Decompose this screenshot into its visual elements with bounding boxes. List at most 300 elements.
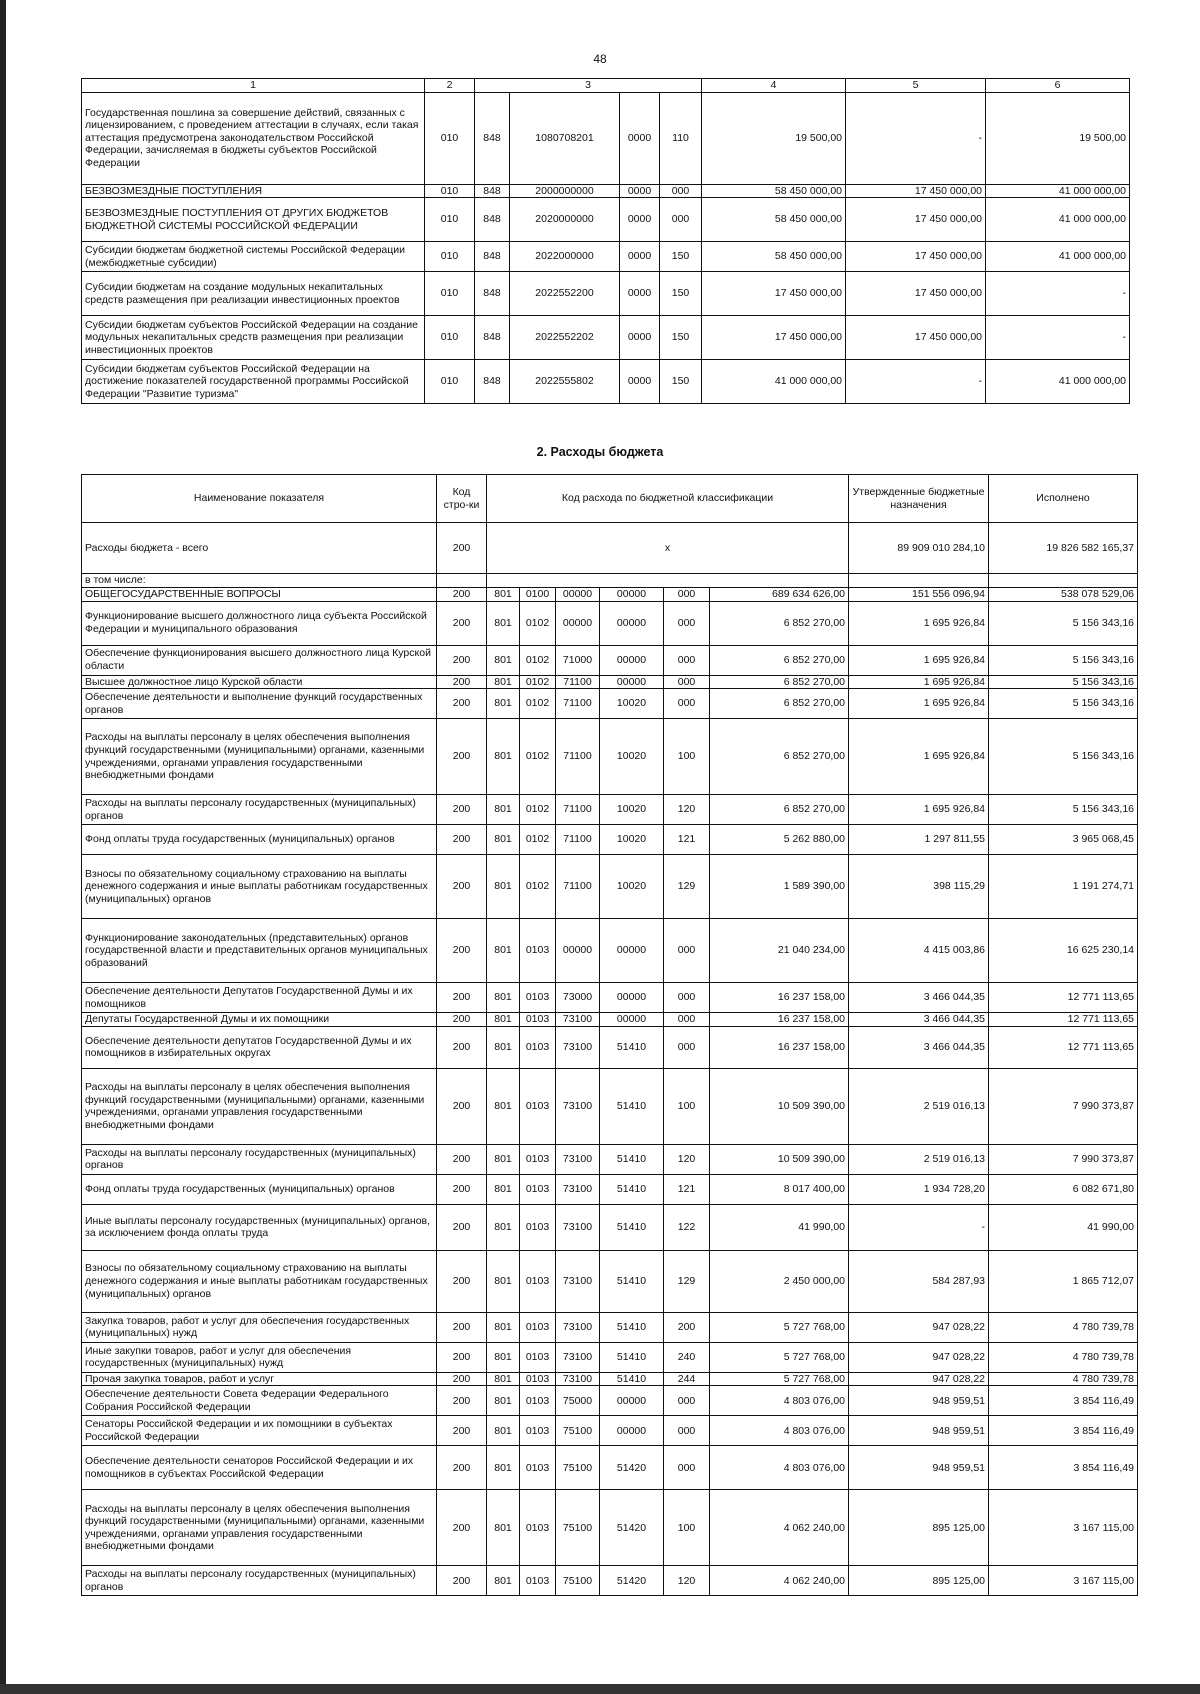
program-code-cell: 00000: [556, 601, 600, 645]
indicator-name-cell: Закупка товаров, работ и услуг для обеспечения государственных (муниципальных) нужд: [82, 1312, 437, 1342]
kosgu-code-cell: 000: [660, 198, 702, 242]
executed-amount-cell: 1 297 811,55: [849, 825, 989, 855]
admin-code-cell: 801: [487, 1144, 520, 1174]
section-code-cell: 0103: [520, 1204, 556, 1250]
table-row: [82, 1068, 1138, 1144]
income-code-cell: 2022552202: [510, 316, 620, 360]
program-code-cell: 73100: [556, 1342, 600, 1372]
section-code-cell: 0102: [520, 855, 556, 919]
revenue-table: [81, 78, 1130, 404]
program-code-cell: 73100: [556, 1174, 600, 1204]
expense-type-code-cell: 129: [664, 855, 710, 919]
approved-amount-cell: 6 852 270,00: [710, 689, 849, 719]
direction-code-cell: 10020: [600, 855, 664, 919]
line-code-cell: 200: [437, 1013, 487, 1027]
admin-code-cell: 801: [487, 1416, 520, 1446]
direction-code-cell: 51410: [600, 1068, 664, 1144]
program-code-cell: 73100: [556, 1204, 600, 1250]
line-code-cell: 200: [437, 675, 487, 689]
line-code-cell: 010: [425, 198, 475, 242]
table-row: [82, 92, 1130, 184]
direction-code-cell: 51410: [600, 1204, 664, 1250]
expense-type-code-cell: 122: [664, 1204, 710, 1250]
indicator-name-cell: Обеспечение деятельности Совета Федерации Федерального Собрания Российской Федерации: [82, 1386, 437, 1416]
page-number: 48: [593, 52, 607, 66]
unexecuted-amount-cell: 4 780 739,78: [989, 1312, 1138, 1342]
unexecuted-amount-cell: 3 854 116,49: [989, 1386, 1138, 1416]
executed-amount-cell: 895 125,00: [849, 1490, 989, 1566]
approved-amount-cell: 17 450 000,00: [702, 272, 846, 316]
line-code-cell: 200: [437, 1372, 487, 1386]
admin-code-cell: 801: [487, 1174, 520, 1204]
section-code-cell: 0103: [520, 1372, 556, 1386]
approved-amount-cell: 4 803 076,00: [710, 1386, 849, 1416]
approved-amount-cell: 4 803 076,00: [710, 1416, 849, 1446]
approved-amount-cell: 6 852 270,00: [710, 675, 849, 689]
table-row: [82, 825, 1138, 855]
classification-code-cell: x: [487, 523, 849, 574]
table-row: [82, 1386, 1138, 1416]
line-code-cell: 200: [437, 601, 487, 645]
indicator-name-cell: Расходы на выплаты персоналу государственных (муниципальных) органов: [82, 795, 437, 825]
table-row: [82, 719, 1138, 795]
direction-code-cell: 00000: [600, 919, 664, 983]
program-code-cell: 75100: [556, 1490, 600, 1566]
executed-amount-cell: 4 415 003,86: [849, 919, 989, 983]
admin-code-cell: 801: [487, 601, 520, 645]
section-code-cell: 0103: [520, 1312, 556, 1342]
approved-amount-cell: 6 852 270,00: [710, 719, 849, 795]
admin-code-cell: 801: [487, 1372, 520, 1386]
expense-type-code-cell: 000: [664, 1386, 710, 1416]
table-row: [82, 1204, 1138, 1250]
program-code-cell: 75100: [556, 1446, 600, 1490]
table-row: [82, 1026, 1138, 1068]
kosgu-code-cell: 000: [660, 184, 702, 198]
section-code-cell: 0103: [520, 1446, 556, 1490]
section-code-cell: 0103: [520, 1026, 556, 1068]
header-line-code-cell: Код стро-ки: [437, 475, 487, 523]
admin-code-cell: 801: [487, 1026, 520, 1068]
admin-code-cell: 848: [475, 92, 510, 184]
admin-code-cell: 801: [487, 1446, 520, 1490]
expense-type-code-cell: 121: [664, 1174, 710, 1204]
indicator-name-cell: Субсидии бюджетам субъектов Российской Федерации на достижение показателей государственной программы Российской Федерации "Развитие туризма": [82, 360, 425, 404]
line-code-cell: 200: [437, 645, 487, 675]
program-code-cell: 73100: [556, 1026, 600, 1068]
table-row: [82, 1312, 1138, 1342]
program-code-cell: 73100: [556, 1312, 600, 1342]
executed-amount-cell: 3 466 044,35: [849, 983, 989, 1013]
executed-amount-cell: 151 556 096,94: [849, 587, 989, 601]
indicator-name-cell: Субсидии бюджетам субъектов Российской Федерации на создание модульных некапитальных средств размещения при реализации инвестиционных проектов: [82, 316, 425, 360]
approved-amount-cell: 8 017 400,00: [710, 1174, 849, 1204]
expense-type-code-cell: 000: [664, 1013, 710, 1027]
approved-amount-cell: 5 727 768,00: [710, 1342, 849, 1372]
section-code-cell: 0103: [520, 919, 556, 983]
expense-type-code-cell: 000: [664, 1026, 710, 1068]
executed-amount-cell: 17 450 000,00: [846, 184, 986, 198]
program-code-cell: 73100: [556, 1068, 600, 1144]
indicator-name-cell: Иные выплаты персоналу государственных (муниципальных) органов, за исключением фонда оплаты труда: [82, 1204, 437, 1250]
section-code-cell: 0103: [520, 1386, 556, 1416]
indicator-name-cell: Расходы бюджета - всего: [82, 523, 437, 574]
line-code-cell: 010: [425, 360, 475, 404]
column-number-cell: 3: [475, 79, 702, 93]
table-row: [82, 675, 1138, 689]
executed-amount-cell: 2 519 016,13: [849, 1144, 989, 1174]
admin-code-cell: 801: [487, 1566, 520, 1596]
expense-type-code-cell: 000: [664, 1446, 710, 1490]
approved-amount-cell: 4 062 240,00: [710, 1566, 849, 1596]
admin-code-cell: 801: [487, 1312, 520, 1342]
table-row: [82, 1446, 1138, 1490]
direction-code-cell: 51410: [600, 1026, 664, 1068]
income-code-cell: 2022000000: [510, 242, 620, 272]
line-code-cell: 200: [437, 1416, 487, 1446]
unexecuted-amount-cell: 1 191 274,71: [989, 855, 1138, 919]
admin-code-cell: 801: [487, 645, 520, 675]
table-row: [82, 1250, 1138, 1312]
table-row: [82, 184, 1130, 198]
section-code-cell: 0103: [520, 1416, 556, 1446]
unexecuted-amount-cell: 12 771 113,65: [989, 983, 1138, 1013]
indicator-name-cell: Функционирование высшего должностного лица субъекта Российской Федерации и муниципального образования: [82, 601, 437, 645]
executed-amount-cell: -: [846, 92, 986, 184]
line-code-cell: 200: [437, 1342, 487, 1372]
section-code-cell: 0103: [520, 1566, 556, 1596]
line-code-cell: 200: [437, 1068, 487, 1144]
indicator-name-cell: Сенаторы Российской Федерации и их помощники в субъектах Российской Федерации: [82, 1416, 437, 1446]
section-code-cell: 0103: [520, 1013, 556, 1027]
approved-amount-cell: 4 062 240,00: [710, 1490, 849, 1566]
expense-type-code-cell: 100: [664, 719, 710, 795]
admin-code-cell: 801: [487, 1204, 520, 1250]
admin-code-cell: 801: [487, 675, 520, 689]
direction-code-cell: 00000: [600, 1416, 664, 1446]
approved-amount-cell: 5 262 880,00: [710, 825, 849, 855]
indicator-name-cell: Взносы по обязательному социальному страхованию на выплаты денежного содержания и иные выплаты работникам государственных (муниципальных) органов: [82, 1250, 437, 1312]
unexecuted-amount-cell: 7 990 373,87: [989, 1144, 1138, 1174]
income-code-cell: 2020000000: [510, 198, 620, 242]
admin-code-cell: 801: [487, 1068, 520, 1144]
unexecuted-amount-cell: 5 156 343,16: [989, 795, 1138, 825]
table-row: [82, 983, 1138, 1013]
indicator-name-cell: Прочая закупка товаров, работ и услуг: [82, 1372, 437, 1386]
line-code-cell: 200: [437, 1204, 487, 1250]
expense-type-code-cell: 121: [664, 825, 710, 855]
header-classification-cell: Код расхода по бюджетной классификации: [487, 475, 849, 523]
unexecuted-amount-cell: 7 990 373,87: [989, 1068, 1138, 1144]
program-code-cell: 73000: [556, 983, 600, 1013]
expense-type-code-cell: 000: [664, 1416, 710, 1446]
section-code-cell: 0103: [520, 983, 556, 1013]
line-code-cell: 200: [437, 1144, 487, 1174]
program-code-cell: 0000: [620, 316, 660, 360]
section-code-cell: 0103: [520, 1342, 556, 1372]
line-code-cell: 010: [425, 272, 475, 316]
direction-code-cell: 00000: [600, 601, 664, 645]
program-code-cell: 71100: [556, 795, 600, 825]
admin-code-cell: 801: [487, 1250, 520, 1312]
indicator-name-cell: Расходы на выплаты персоналу государственных (муниципальных) органов: [82, 1144, 437, 1174]
admin-code-cell: 848: [475, 360, 510, 404]
section-code-cell: 0102: [520, 645, 556, 675]
income-code-cell: 2022552200: [510, 272, 620, 316]
total-row: [82, 523, 1138, 574]
direction-code-cell: 00000: [600, 675, 664, 689]
table-row: [82, 1144, 1138, 1174]
section-code-cell: 0102: [520, 795, 556, 825]
section-code-cell: 0103: [520, 1250, 556, 1312]
approved-amount-cell: 5 727 768,00: [710, 1372, 849, 1386]
table-row: [82, 1416, 1138, 1446]
admin-code-cell: 801: [487, 855, 520, 919]
indicator-name-cell: Расходы на выплаты персоналу в целях обеспечения выполнения функций государственными (муниципальными) органами, казенными учреждениями, органами управления государственными внебюджетными фондами: [82, 719, 437, 795]
program-code-cell: 75100: [556, 1416, 600, 1446]
approved-amount-cell: 6 852 270,00: [710, 601, 849, 645]
approved-amount-cell: 58 450 000,00: [702, 242, 846, 272]
expense-type-code-cell: 240: [664, 1342, 710, 1372]
scan-edge: [0, 0, 6, 1694]
unexecuted-amount-cell: 41 000 000,00: [986, 184, 1130, 198]
indicator-name-cell: БЕЗВОЗМЕЗДНЫЕ ПОСТУПЛЕНИЯ ОТ ДРУГИХ БЮДЖЕТОВ БЮДЖЕТНОЙ СИСТЕМЫ РОССИЙСКОЙ ФЕДЕРАЦИИ: [82, 198, 425, 242]
line-code-cell: 010: [425, 242, 475, 272]
line-code-cell: 200: [437, 719, 487, 795]
executed-amount-cell: 947 028,22: [849, 1312, 989, 1342]
direction-code-cell: 10020: [600, 825, 664, 855]
indicator-name-cell: Обеспечение деятельности Депутатов Государственной Думы и их помощников: [82, 983, 437, 1013]
program-code-cell: 0000: [620, 242, 660, 272]
executed-amount-cell: 17 450 000,00: [846, 242, 986, 272]
table-row: [82, 1013, 1138, 1027]
expense-type-code-cell: 244: [664, 1372, 710, 1386]
approved-amount-cell: 6 852 270,00: [710, 645, 849, 675]
direction-code-cell: 51410: [600, 1372, 664, 1386]
approved-amount-cell: 21 040 234,00: [710, 919, 849, 983]
executed-amount-cell: 947 028,22: [849, 1372, 989, 1386]
indicator-name-cell: ОБЩЕГОСУДАРСТВЕННЫЕ ВОПРОСЫ: [82, 587, 437, 601]
section-code-cell: 0102: [520, 719, 556, 795]
line-code-cell: 200: [437, 795, 487, 825]
empty-cell: [849, 574, 989, 588]
program-code-cell: 0000: [620, 272, 660, 316]
income-code-cell: 2000000000: [510, 184, 620, 198]
program-code-cell: 75000: [556, 1386, 600, 1416]
executed-amount-cell: 895 125,00: [849, 1566, 989, 1596]
expense-type-code-cell: 120: [664, 795, 710, 825]
column-number-cell: 1: [82, 79, 425, 93]
line-code-cell: 010: [425, 184, 475, 198]
program-code-cell: 0000: [620, 198, 660, 242]
program-code-cell: 73100: [556, 1013, 600, 1027]
admin-code-cell: 801: [487, 1342, 520, 1372]
direction-code-cell: 10020: [600, 719, 664, 795]
executed-amount-cell: 1 695 926,84: [849, 645, 989, 675]
empty-cell: [437, 574, 487, 588]
income-code-cell: 1080708201: [510, 92, 620, 184]
column-number-cell: 4: [702, 79, 846, 93]
executed-amount-cell: 398 115,29: [849, 855, 989, 919]
executed-amount-cell: 17 450 000,00: [846, 272, 986, 316]
unexecuted-amount-cell: 3 854 116,49: [989, 1416, 1138, 1446]
program-code-cell: 00000: [556, 919, 600, 983]
executed-amount-cell: 947 028,22: [849, 1342, 989, 1372]
line-code-cell: 200: [437, 689, 487, 719]
expense-table: [81, 474, 1138, 1596]
line-code-cell: 200: [437, 523, 487, 574]
including-label-cell: в том числе:: [82, 574, 437, 588]
direction-code-cell: 10020: [600, 795, 664, 825]
admin-code-cell: 801: [487, 1013, 520, 1027]
expense-type-code-cell: 000: [664, 601, 710, 645]
program-code-cell: 73100: [556, 1250, 600, 1312]
executed-amount-cell: 948 959,51: [849, 1386, 989, 1416]
section-code-cell: 0103: [520, 1490, 556, 1566]
unexecuted-amount-cell: 6 082 671,80: [989, 1174, 1138, 1204]
table-row: [82, 1490, 1138, 1566]
admin-code-cell: 848: [475, 242, 510, 272]
table-row: [82, 316, 1130, 360]
column-number-cell: 6: [986, 79, 1130, 93]
executed-amount-cell: 1 695 926,84: [849, 719, 989, 795]
executed-amount-cell: -: [846, 360, 986, 404]
executed-amount-cell: 19 826 582 165,37: [989, 523, 1138, 574]
direction-code-cell: 51410: [600, 1174, 664, 1204]
section-code-cell: 0102: [520, 675, 556, 689]
unexecuted-amount-cell: 4 780 739,78: [989, 1342, 1138, 1372]
unexecuted-amount-cell: 12 771 113,65: [989, 1013, 1138, 1027]
table-row: [82, 1174, 1138, 1204]
program-code-cell: 71100: [556, 825, 600, 855]
indicator-name-cell: Фонд оплаты труда государственных (муниципальных) органов: [82, 1174, 437, 1204]
section-code-cell: 0102: [520, 601, 556, 645]
admin-code-cell: 848: [475, 198, 510, 242]
line-code-cell: 010: [425, 316, 475, 360]
program-code-cell: 0000: [620, 360, 660, 404]
table-row: [82, 242, 1130, 272]
expense-type-code-cell: 000: [664, 919, 710, 983]
approved-amount-cell: 6 852 270,00: [710, 795, 849, 825]
header-approved-cell: Утвержденные бюджетные назначения: [849, 475, 989, 523]
unexecuted-amount-cell: 5 156 343,16: [989, 689, 1138, 719]
line-code-cell: 200: [437, 1490, 487, 1566]
header-name-cell: Наименование показателя: [82, 475, 437, 523]
direction-code-cell: 51410: [600, 1250, 664, 1312]
indicator-name-cell: Субсидии бюджетам на создание модульных некапитальных средств размещения при реализации инвестиционных проектов: [82, 272, 425, 316]
section-code-cell: 0103: [520, 1068, 556, 1144]
kosgu-code-cell: 150: [660, 360, 702, 404]
approved-amount-cell: 41 990,00: [710, 1204, 849, 1250]
executed-amount-cell: 948 959,51: [849, 1446, 989, 1490]
kosgu-code-cell: 110: [660, 92, 702, 184]
kosgu-code-cell: 150: [660, 272, 702, 316]
unexecuted-amount-cell: 5 156 343,16: [989, 645, 1138, 675]
unexecuted-amount-cell: 41 000 000,00: [986, 198, 1130, 242]
empty-cell: [989, 574, 1138, 588]
expense-type-code-cell: 000: [664, 983, 710, 1013]
unexecuted-amount-cell: 3 965 068,45: [989, 825, 1138, 855]
empty-cell: [487, 574, 849, 588]
line-code-cell: 200: [437, 1566, 487, 1596]
line-code-cell: 200: [437, 1250, 487, 1312]
unexecuted-amount-cell: 41 990,00: [989, 1204, 1138, 1250]
expense-type-code-cell: 000: [664, 587, 710, 601]
admin-code-cell: 848: [475, 184, 510, 198]
expense-type-code-cell: 129: [664, 1250, 710, 1312]
unexecuted-amount-cell: 4 780 739,78: [989, 1372, 1138, 1386]
program-code-cell: 71000: [556, 645, 600, 675]
program-code-cell: 0000: [620, 184, 660, 198]
approved-amount-cell: 1 589 390,00: [710, 855, 849, 919]
unexecuted-amount-cell: 41 000 000,00: [986, 360, 1130, 404]
unexecuted-amount-cell: 5 156 343,16: [989, 719, 1138, 795]
indicator-name-cell: Государственная пошлина за совершение действий, связанных с лицензированием, с проведением аттестации в случаях, если такая аттестация предусмотрена законодательством Российской Федерации, зачисляемая в бюджеты субъектов Российской Федерации: [82, 92, 425, 184]
table-row: [82, 198, 1130, 242]
approved-amount-cell: 689 634 626,00: [710, 587, 849, 601]
indicator-name-cell: Расходы на выплаты персоналу в целях обеспечения выполнения функций государственными (муниципальными) органами, казенными учреждениями, органами управления государственными внебюджетными фондами: [82, 1068, 437, 1144]
admin-code-cell: 801: [487, 825, 520, 855]
indicator-name-cell: Субсидии бюджетам бюджетной системы Российской Федерации (межбюджетные субсидии): [82, 242, 425, 272]
header-executed-cell: Исполнено: [989, 475, 1138, 523]
indicator-name-cell: Фонд оплаты труда государственных (муниципальных) органов: [82, 825, 437, 855]
unexecuted-amount-cell: 538 078 529,06: [989, 587, 1138, 601]
indicator-name-cell: Функционирование законодательных (представительных) органов государственной власти и представительных органов муниципальных образований: [82, 919, 437, 983]
indicator-name-cell: Обеспечение деятельности депутатов Государственной Думы и их помощников в избирательных округах: [82, 1026, 437, 1068]
admin-code-cell: 801: [487, 1490, 520, 1566]
table-row: [82, 689, 1138, 719]
approved-amount-cell: 41 000 000,00: [702, 360, 846, 404]
expense-type-code-cell: 000: [664, 675, 710, 689]
unexecuted-amount-cell: -: [986, 272, 1130, 316]
admin-code-cell: 801: [487, 689, 520, 719]
indicator-name-cell: Взносы по обязательному социальному страхованию на выплаты денежного содержания и иные выплаты работникам государственных (муниципальных) органов: [82, 855, 437, 919]
section-code-cell: 0102: [520, 689, 556, 719]
section-code-cell: 0102: [520, 825, 556, 855]
approved-amount-cell: 89 909 010 284,10: [849, 523, 989, 574]
approved-amount-cell: 16 237 158,00: [710, 983, 849, 1013]
executed-amount-cell: 584 287,93: [849, 1250, 989, 1312]
line-code-cell: 200: [437, 919, 487, 983]
income-code-cell: 2022555802: [510, 360, 620, 404]
executed-amount-cell: 1 934 728,20: [849, 1174, 989, 1204]
table-row: [82, 1566, 1138, 1596]
table-row: [82, 919, 1138, 983]
direction-code-cell: 51410: [600, 1312, 664, 1342]
approved-amount-cell: 10 509 390,00: [710, 1144, 849, 1174]
direction-code-cell: 51410: [600, 1144, 664, 1174]
expense-type-code-cell: 000: [664, 689, 710, 719]
section-code-cell: 0100: [520, 587, 556, 601]
indicator-name-cell: БЕЗВОЗМЕЗДНЫЕ ПОСТУПЛЕНИЯ: [82, 184, 425, 198]
direction-code-cell: 00000: [600, 587, 664, 601]
revenue-header-row: [82, 79, 1130, 93]
program-code-cell: 71100: [556, 689, 600, 719]
table-row: [82, 645, 1138, 675]
unexecuted-amount-cell: -: [986, 316, 1130, 360]
direction-code-cell: 51410: [600, 1342, 664, 1372]
unexecuted-amount-cell: 5 156 343,16: [989, 601, 1138, 645]
table-row: [82, 601, 1138, 645]
approved-amount-cell: 19 500,00: [702, 92, 846, 184]
line-code-cell: 200: [437, 855, 487, 919]
table-row: [82, 1342, 1138, 1372]
expense-type-code-cell: 200: [664, 1312, 710, 1342]
line-code-cell: 200: [437, 587, 487, 601]
program-code-cell: 73100: [556, 1144, 600, 1174]
approved-amount-cell: 2 450 000,00: [710, 1250, 849, 1312]
line-code-cell: 200: [437, 1174, 487, 1204]
